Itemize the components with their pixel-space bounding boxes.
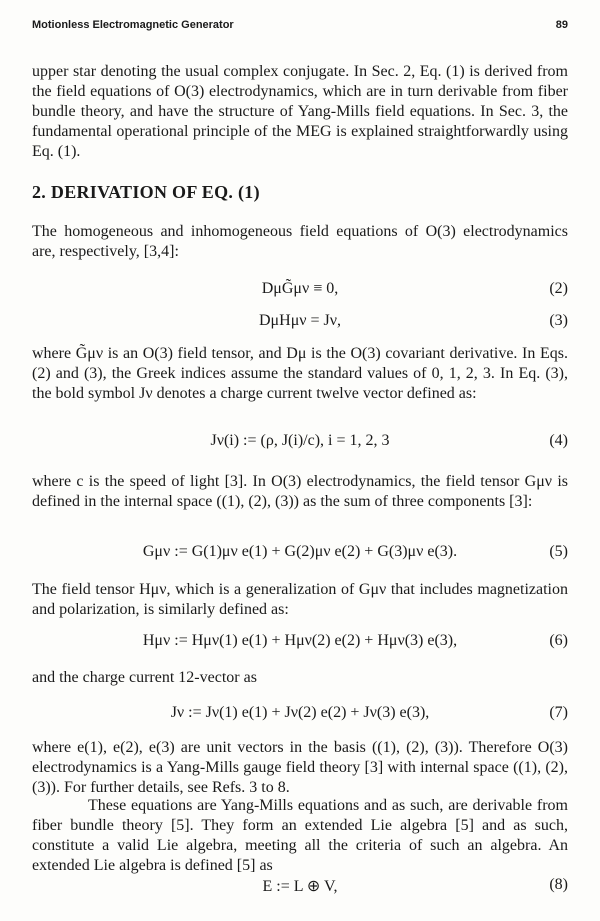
equation-2-math: DμG̃μν ≡ 0,	[261, 280, 339, 297]
equation-5	[32, 543, 568, 567]
running-title: Motionless Electromagnetic Generator	[32, 19, 234, 31]
running-header	[32, 19, 568, 31]
paragraph-intro: upper star denoting the usual complex conjugate. In Sec. 2, Eq. (1) is derived from the field equations of O(3) electrodynamics, which are in turn derivable from fiber bundle theory, and have the structure of Yang-Mills field equations. In Sec. 3, the fundamental operational principle of the MEG is explained straightforwardly using Eq. (1).	[32, 63, 568, 160]
paragraph-field-tensor-h: The field tensor Hμν, which is a generalization of Gμν that includes magnetization and polarization, is similarly defined as:	[32, 581, 568, 618]
equation-5-math: Gμν := G(1)μν e(1) + G(2)μν e(2) + G(3)μν e(3).	[142, 543, 458, 560]
equation-5-number: (5)	[549, 543, 568, 560]
equation-3-math: DμHμν = Jν,	[259, 312, 341, 329]
equation-2	[32, 280, 568, 304]
paragraph-charge-current: and the charge current 12-vector as	[32, 669, 257, 686]
equation-4-number: (4)	[549, 432, 568, 449]
page-number: 89	[555, 19, 568, 31]
equation-8-number: (8)	[549, 876, 568, 893]
equation-7-number: (7)	[549, 704, 568, 721]
equation-3	[32, 312, 568, 336]
equation-6	[32, 632, 568, 656]
equation-8-math: E := L ⊕ V,	[262, 878, 338, 895]
equation-7	[32, 704, 568, 728]
equation-7-math: Jν := Jν(1) e(1) + Jν(2) e(2) + Jν(3) e(3),	[170, 704, 430, 721]
equation-6-math: Hμν := Hμν(1) e(1) + Hμν(2) e(2) + Hμν(3) e(3),	[142, 632, 458, 649]
equation-3-number: (3)	[549, 312, 568, 329]
paragraph-unit-vectors: where e(1), e(2), e(3) are unit vectors in the basis ((1), (2), (3)). Therefore O(3) electrodynamics is a Yang-Mills gauge field theory [3] with internal space ((1), (2), (3)). For further details, see Refs. 3 to 8.	[32, 739, 568, 796]
equation-4-math: Jν(i) := (ρ, J(i)/c), i = 1, 2, 3	[210, 432, 390, 449]
equation-8	[32, 876, 568, 900]
paragraph-tensor-definition: where G̃μν is an O(3) field tensor, and Dμ is the O(3) covariant derivative. In Eqs. (2) and (3), the Greek indices assume the standard values of 0, 1, 2, 3. In Eq. (3), the bold symbol Jν denotes a charge current twelve vector defined as:	[32, 345, 568, 402]
equation-4	[32, 432, 568, 456]
paragraph-yang-mills: These equations are Yang-Mills equations and as such, are derivable from fiber bundle theory [5]. They form an extended Lie algebra [5] and as such, constitute a valid Lie algebra, meeting all the criteria of such an algebra. An extended Lie algebra is defined [5] as	[32, 797, 568, 874]
equation-2-number: (2)	[549, 280, 568, 297]
paragraph-speed-of-light: where c is the speed of light [3]. In O(3) electrodynamics, the field tensor Gμν is defined in the internal space ((1), (2), (3)) as the sum of three components [3]:	[32, 473, 568, 510]
equation-6-number: (6)	[549, 632, 568, 649]
section-heading: 2. DERIVATION OF EQ. (1)	[32, 182, 260, 202]
paragraph-field-equations: The homogeneous and inhomogeneous field equations of O(3) electrodynamics are, respectively, [3,4]:	[32, 223, 568, 260]
